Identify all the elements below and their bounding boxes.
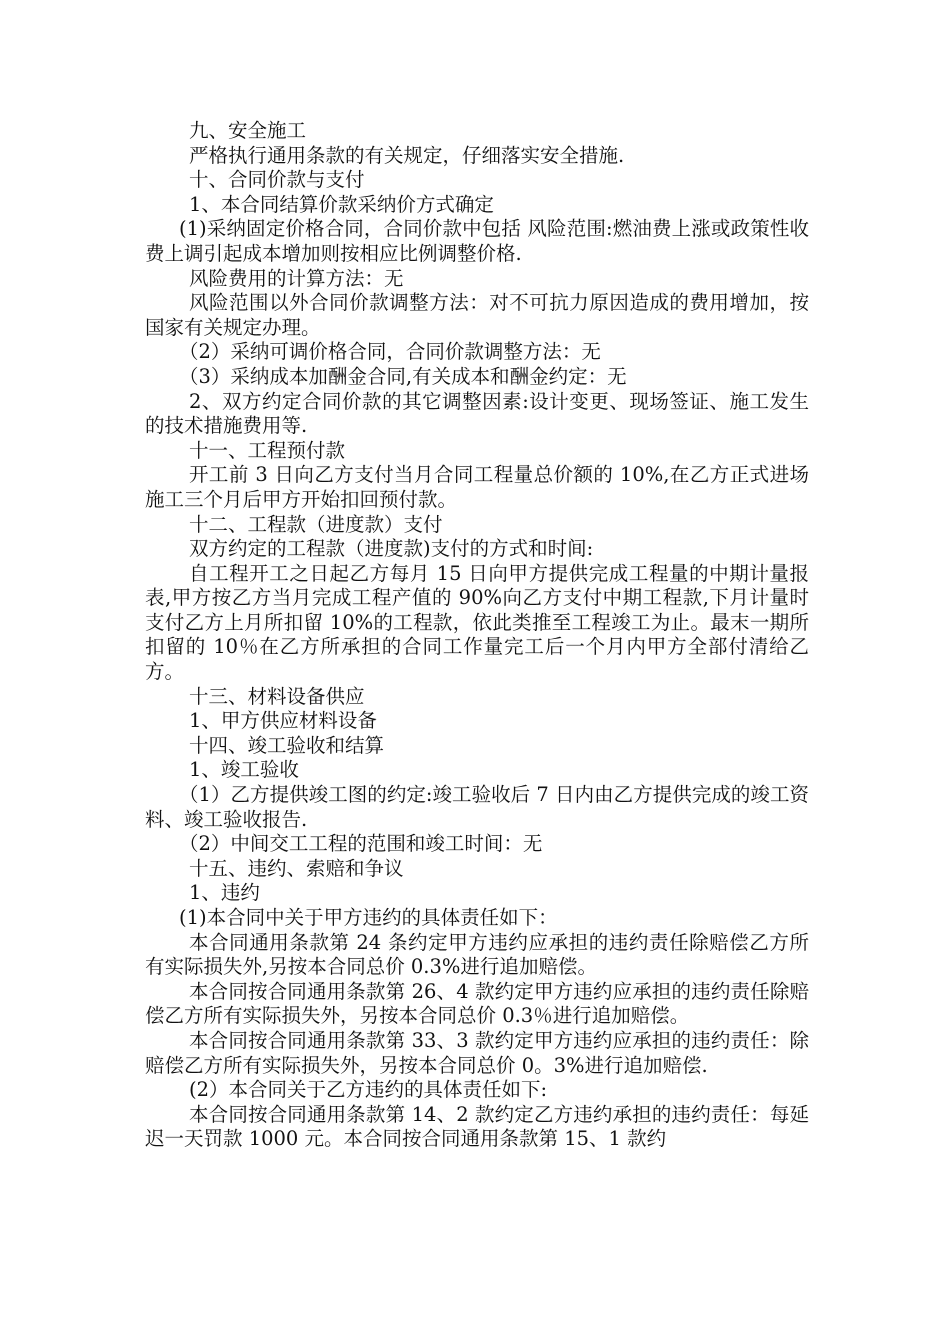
- paragraph: 1、甲方供应材料设备: [189, 709, 377, 733]
- paragraph: 1、违约: [189, 881, 260, 905]
- section-heading-safety: 九、安全施工: [189, 119, 307, 142]
- paragraph: 自工程开工之日起乙方每月 15 日向甲方提供完成工程量的中期计量报表,甲方按乙方当月完成工程产值的 90%向乙方支付中期工程款,下月计量时支付乙方上月所扣留 10%的工程款，依此类推至工程竣工为止。最末一期所扣留的 10％在乙方所承担的合同工作量完工后一个月内甲方全部付清给乙方。: [145, 561, 809, 684]
- paragraph: 本合同按合同通用条款第 26、4 款约定甲方违约应承担的违约责任除赔偿乙方所有实际损失外，另按本合同总价 0.3％进行追加赔偿。: [145, 979, 809, 1028]
- paragraph: 本合同按合同通用条款第 33、3 款约定甲方违约应承担的违约责任：除赔偿乙方所有实际损失外，另按本合同总价 0。3%进行追加赔偿.: [145, 1028, 809, 1077]
- paragraph: 严格执行通用条款的有关规定，仔细落实安全措施.: [189, 143, 625, 167]
- paragraph: 双方约定的工程款（进度款)支付的方式和时间:: [189, 537, 594, 561]
- paragraph: （2）采纳可调价格合同，合同价款调整方法：无: [179, 340, 601, 364]
- document-page: [145, 119, 809, 1152]
- paragraph: 1、本合同结算价款采纳价方式确定: [189, 192, 494, 216]
- section-heading-price-payment: 十、合同价款与支付: [189, 168, 365, 192]
- paragraph: 风险费用的计算方法：无: [189, 266, 404, 290]
- paragraph: （1）乙方提供竣工图的约定:竣工验收后 7 日内由乙方提供完成的竣工资料、竣工验收报告.: [145, 783, 809, 831]
- paragraph: (2）本合同关于乙方违约的具体责任如下:: [189, 1078, 548, 1102]
- paragraph: (1)本合同中关于甲方违约的具体责任如下：: [179, 906, 558, 929]
- section-heading-acceptance: 十四、竣工验收和结算: [189, 733, 385, 757]
- paragraph: 开工前 3 日向乙方支付当月合同工程量总价额的 10%,在乙方正式进场施工三个月后甲方开始扣回预付款。: [145, 463, 809, 511]
- section-heading-breach: 十五、违约、索赔和争议: [189, 856, 404, 880]
- paragraph: 本合同按合同通用条款第 14、2 款约定乙方违约承担的违约责任：每延迟一天罚款 1000 元。本合同按合同通用条款第 15、1 款约: [145, 1102, 809, 1151]
- paragraph: (1)采纳固定价格合同，合同价款中包括 风险范围:燃油费上涨或政策性收费上调引起成本增加则按相应比例调整价格.: [145, 217, 809, 265]
- paragraph: （3）采纳成本加酬金合同,有关成本和酬金约定：无: [179, 364, 627, 388]
- section-heading-materials: 十三、材料设备供应: [189, 684, 365, 708]
- paragraph: 本合同通用条款第 24 条约定甲方违约应承担的违约责任除赔偿乙方所有实际损失外,另按本合同总价 0.3%进行追加赔偿。: [145, 930, 809, 979]
- paragraph: 1、竣工验收: [189, 758, 299, 782]
- paragraph: 2、双方约定合同价款的其它调整因素:设计变更、现场签证、施工发生的技术措施费用等.: [145, 389, 809, 438]
- section-heading-progress-payment: 十二、工程款（进度款）支付: [189, 512, 443, 536]
- section-heading-advance-payment: 十一、工程预付款: [189, 438, 346, 462]
- paragraph: （2）中间交工工程的范围和竣工时间：无: [179, 832, 543, 856]
- paragraph: 风险范围以外合同价款调整方法：对不可抗力原因造成的费用增加，按国家有关规定办理。: [145, 291, 809, 339]
